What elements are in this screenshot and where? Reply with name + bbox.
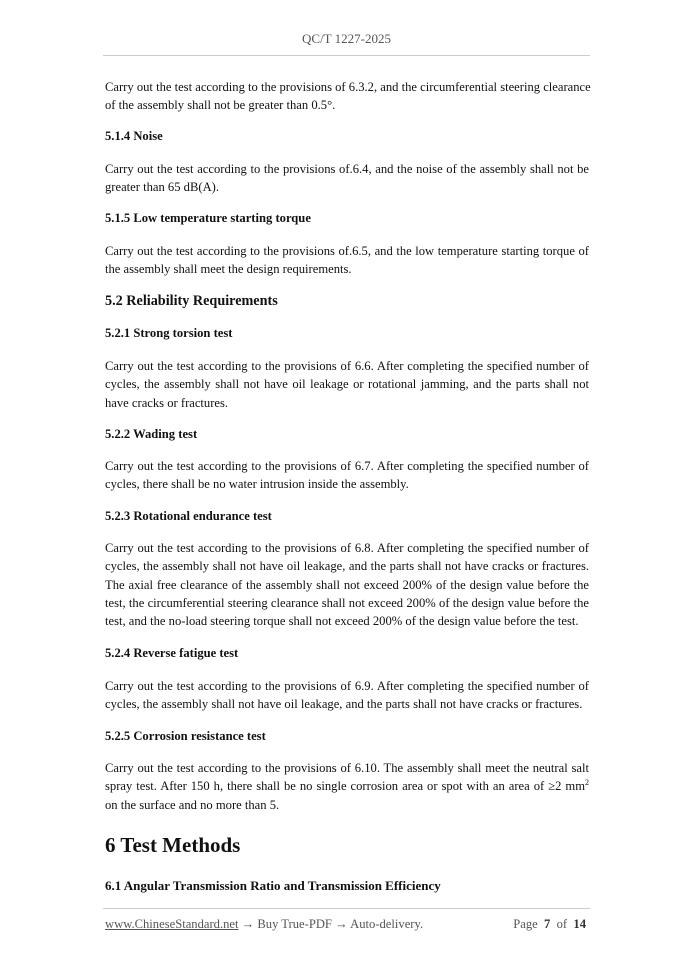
footer-tagline: → Buy True-PDF → Auto-delivery.	[238, 917, 424, 931]
line-text: The axial free clearance of the assembly shall not exceed 200% of the design value before the	[105, 577, 589, 592]
line-text: on the surface and no more than 5.	[105, 797, 280, 812]
paragraph	[105, 160, 589, 197]
paragraph	[105, 539, 589, 630]
line-text: Carry out the test according to the provisions of.6.5, and the low temperature starting torque of	[105, 244, 589, 258]
line-text: cycles, the assembly shall not have oil leakage or rotational jamming, and the parts shall not	[105, 377, 589, 392]
page-label: Page	[513, 917, 538, 931]
page-total: 14	[573, 917, 586, 931]
paragraph-line	[105, 539, 589, 557]
heading-5-2: 5.2 Reliability Requirements	[105, 293, 278, 309]
heading-5-2-1: 5.2.1 Strong torsion test	[105, 326, 233, 340]
paragraph-line	[105, 576, 589, 594]
line-text: Carry out the test according to the provisions of 6.10. The assembly shall meet the neutral salt	[105, 761, 589, 775]
paragraph-line	[105, 375, 589, 393]
footer	[105, 917, 586, 932]
page-number: 7	[544, 917, 551, 931]
paragraph-line	[105, 796, 589, 814]
paragraph	[105, 457, 589, 494]
line-text: Carry out the test according to the provisions of 6.7. After completing the specified number of	[105, 459, 589, 473]
heading-6-1: 6.1 Angular Transmission Ratio and Transmission Efficiency	[105, 878, 441, 893]
line-text: cycles, there shall be no water intrusion inside the assembly.	[105, 477, 409, 492]
line-text: Carry out the test according to the provisions of.6.4, and the noise of the assembly shall not be	[105, 162, 589, 176]
heading-5-2-5: 5.2.5 Corrosion resistance test	[105, 729, 266, 743]
line-text: Carry out the test according to the provisions of 6.8. After completing the specified number of	[105, 541, 589, 555]
line-text: Carry out the test according to the provisions of 6.6. After completing the specified number of	[105, 359, 589, 373]
paragraph-line	[105, 475, 589, 493]
paragraph-line	[105, 394, 589, 412]
superscript: 2	[585, 778, 589, 788]
line-text: the assembly shall meet the design requirements.	[105, 262, 352, 277]
heading-5-2-2: 5.2.2 Wading test	[105, 427, 198, 441]
paragraph-line	[105, 242, 589, 260]
paragraph-line	[105, 357, 589, 375]
line-text: Carry out the test according to the provisions of 6.9. After completing the specified number of	[105, 679, 589, 693]
paragraph-line	[105, 759, 589, 777]
paragraph-line	[105, 260, 589, 278]
paragraph	[105, 357, 589, 412]
line-text: cycles, the assembly shall not have oil leakage, and the parts shall not have cracks or fractures.	[105, 697, 583, 712]
header-divider	[103, 55, 590, 56]
paragraph-line	[105, 457, 589, 475]
paragraph-line	[105, 612, 589, 630]
line-text: cycles, the assembly shall not have oil leakage, and the parts shall not have cracks or fractures.	[105, 559, 589, 574]
paragraph-line	[105, 557, 589, 575]
heading-6: 6 Test Methods	[105, 833, 241, 857]
paragraph-line	[105, 78, 589, 96]
paragraph-line	[105, 777, 589, 795]
paragraph-line	[105, 594, 589, 612]
line-text: have cracks or fractures.	[105, 395, 229, 410]
paragraph	[105, 242, 589, 279]
of-label: of	[556, 917, 568, 931]
paragraph-line	[105, 160, 589, 178]
paragraph-line	[105, 96, 589, 114]
heading-5-1-5: 5.1.5 Low temperature starting torque	[105, 211, 311, 225]
heading-5-2-4: 5.2.4 Reverse fatigue test	[105, 646, 239, 660]
line-text: Carry out the test according to the provisions of 6.3.2, and the circumferential steering clearance	[105, 80, 591, 94]
paragraph	[105, 677, 589, 714]
paragraph	[105, 78, 589, 115]
website-link[interactable]: www.ChineseStandard.net	[105, 917, 239, 931]
line-text: greater than 65 dB(A).	[105, 180, 220, 195]
line-text: test, and the no-load steering torque shall not exceed 200% of the design value before the test.	[105, 614, 579, 629]
paragraph-line	[105, 178, 589, 196]
heading-5-2-3: 5.2.3 Rotational endurance test	[105, 509, 272, 523]
line-text: spray test. After 150 h, there shall be no single corrosion area or spot with an area of ≥2 mm	[105, 779, 585, 794]
footer-divider	[103, 908, 590, 909]
page-indicator	[513, 917, 586, 932]
document-code-header: QC/T 1227-2025	[302, 31, 391, 46]
paragraph-line	[105, 677, 589, 695]
line-text: test, the circumferential steering clearance shall not exceed 200% of the design value before the	[105, 595, 589, 610]
paragraph	[105, 759, 589, 814]
footer-promo	[105, 917, 423, 932]
line-text: of the assembly shall not be greater than 0.5°.	[105, 98, 336, 113]
paragraph-line	[105, 695, 589, 713]
heading-5-1-4: 5.1.4 Noise	[105, 129, 163, 143]
